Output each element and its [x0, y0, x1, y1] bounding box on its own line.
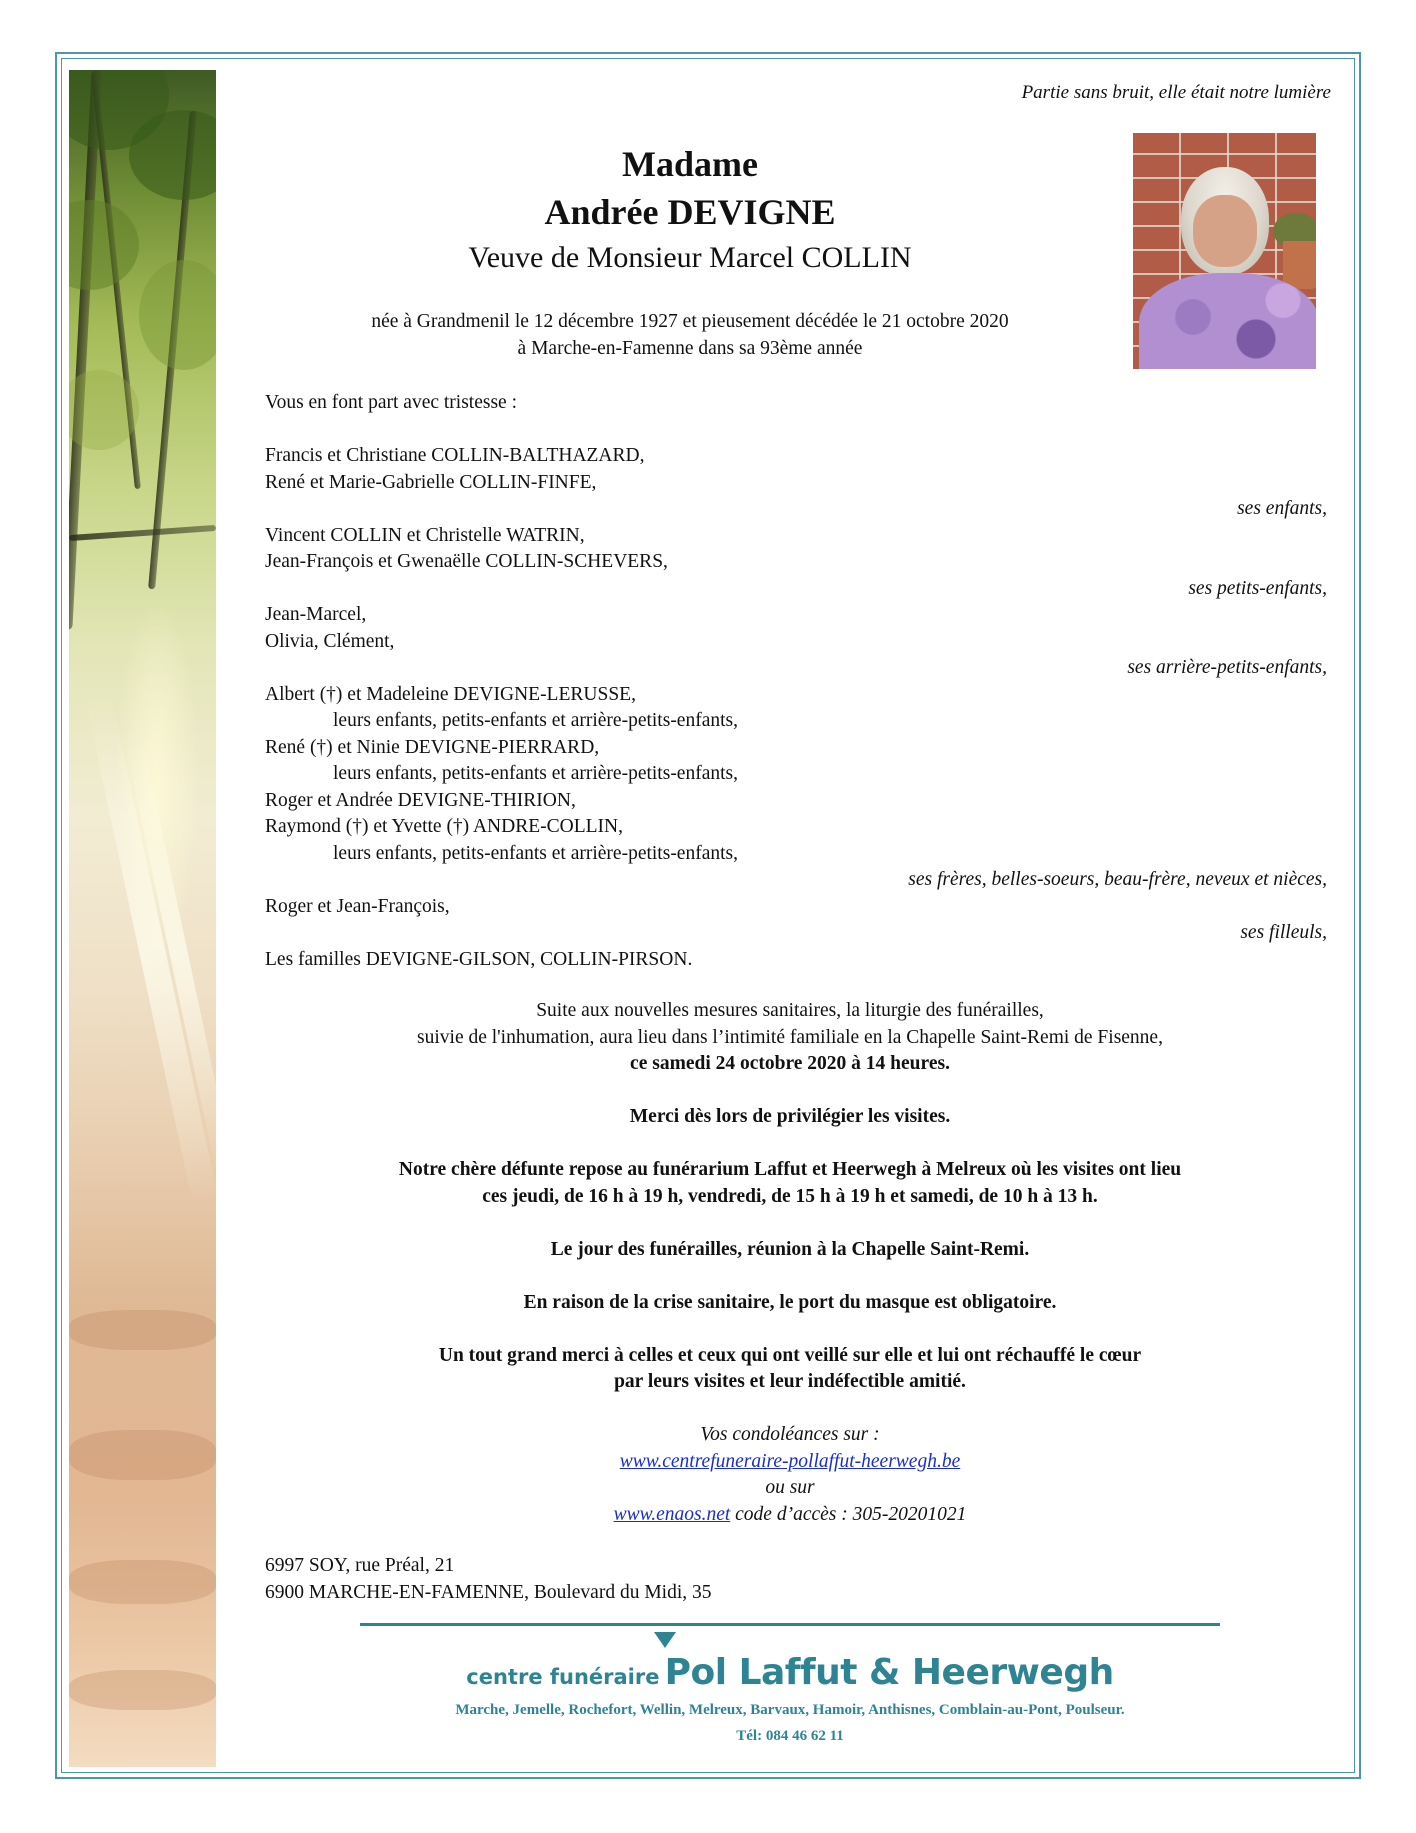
list-item: Roger et Andrée DEVIGNE-THIRION, [265, 789, 576, 811]
title-block [260, 140, 1120, 280]
service-date: ce samedi 24 octobre 2020 à 14 heures. [630, 1053, 950, 1074]
list-item: Raymond (†) et Yvette (†) ANDRE-COLLIN, [265, 816, 623, 837]
list-item: René et Marie-Gabrielle COLLIN-FINFE, [265, 471, 597, 493]
list-item: Olivia, Clément, [265, 630, 395, 652]
address-line: 6900 MARCHE-EN-FAMENNE, Boulevard du Midi, 35 [265, 1581, 712, 1603]
address-line: 6997 SOY, rue Préal, 21 [265, 1555, 455, 1576]
relation-label: ses petits-enfants, [1188, 577, 1327, 599]
logo-brand: Pol Laffut & Heerwegh [664, 1652, 1114, 1693]
funeral-home-logo [360, 1652, 1220, 1693]
family-list [265, 390, 1327, 973]
service-text: suivie de l'inhumation, aura lieu dans l’intimité familiale en la Chapelle Saint-Remi de Fisenne, [417, 1026, 1163, 1048]
relation-label: ses filleuls, [1240, 922, 1327, 943]
footer-divider [360, 1623, 1220, 1626]
relation-label: ses enfants, [1237, 498, 1327, 519]
condolences-label: Vos condoléances sur : [700, 1424, 880, 1445]
logo-prefix: centre funéraire [466, 1665, 660, 1689]
thanks-line-1: Un tout grand merci à celles et ceux qui ont veillé sur elle et lui ont réchauffé le cœur [438, 1344, 1142, 1366]
meeting-info: Le jour des funérailles, réunion à la Chapelle Saint-Remi. [550, 1238, 1030, 1260]
dates-line-2: à Marche-en-Famenne dans sa 93ème année [517, 338, 863, 359]
footer-locations: Marche, Jemelle, Rochefort, Wellin, Melreux, Barvaux, Hamoir, Anthisnes, Comblain-au-Pont, Poulseur. [455, 1702, 1125, 1718]
birth-death-dates [260, 308, 1120, 362]
list-item: Francis et Christiane COLLIN-BALTHAZARD, [265, 445, 645, 466]
condolences-link-enaos[interactable]: www.enaos.net [613, 1503, 731, 1525]
service-text: Suite aux nouvelles mesures sanitaires, la liturgie des funérailles, [536, 1000, 1044, 1021]
widow-of: Veuve de Monsieur Marcel COLLIN [468, 241, 912, 274]
list-item: Jean-François et Gwenaëlle COLLIN-SCHEVERS, [265, 551, 668, 572]
visiting-hours: ces jeudi, de 16 h à 19 h, vendredi, de 15 h à 19 h et samedi, de 10 h à 13 h. [482, 1185, 1098, 1207]
list-item: Les familles DEVIGNE-GILSON, COLLIN-PIRSON. [265, 948, 693, 970]
list-item: leurs enfants, petits-enfants et arrière-petits-enfants, [333, 763, 738, 784]
addresses [265, 1553, 712, 1606]
list-item: René (†) et Ninie DEVIGNE-PIERRARD, [265, 736, 600, 758]
mask-notice: En raison de la crise sanitaire, le port du masque est obligatoire. [523, 1291, 1057, 1313]
family-intro: Vous en font part avec tristesse : [265, 392, 517, 413]
list-item: Vincent COLLIN et Christelle WATRIN, [265, 524, 585, 546]
funerarium-info: Notre chère défunte repose au funérarium Laffut et Heerwegh à Melreux où les visites ont lieu [398, 1159, 1182, 1180]
condolences-link-funeral-home[interactable]: www.centrefuneraire-pollaffut-heerwegh.be [619, 1450, 961, 1472]
list-item: leurs enfants, petits-enfants et arrière-petits-enfants, [333, 842, 738, 864]
relation-label: ses frères, belles-soeurs, beau-frère, neveux et nièces, [908, 869, 1327, 890]
relation-label: ses arrière-petits-enfants, [1127, 657, 1327, 678]
list-item: Jean-Marcel, [265, 604, 367, 625]
visits-notice: Merci dès lors de privilégier les visites. [629, 1106, 951, 1127]
list-item: leurs enfants, petits-enfants et arrière-petits-enfants, [333, 710, 738, 731]
list-item: Albert (†) et Madeleine DEVIGNE-LERUSSE, [265, 683, 636, 705]
or-label: ou sur [765, 1477, 815, 1498]
dates-line-1: née à Grandmenil le 12 décembre 1927 et pieusement décédée le 21 octobre 2020 [371, 311, 1009, 332]
motto-quote: Partie sans bruit, elle était notre lumière [1021, 82, 1331, 103]
service-info [260, 998, 1320, 1528]
logo-arrow-icon [654, 1632, 676, 1648]
thanks-line-2: par leurs visites et leur indéfectible amitié. [614, 1371, 966, 1392]
deceased-name: Andrée DEVIGNE [544, 192, 836, 232]
list-item: Roger et Jean-François, [265, 895, 450, 917]
footer-phone: Tél: 084 46 62 11 [736, 1728, 844, 1744]
forest-path-image [69, 70, 216, 1767]
portrait-photo [1133, 133, 1316, 369]
access-code: code d’accès : 305-20201021 [730, 1503, 967, 1525]
civility: Madame [622, 144, 758, 184]
